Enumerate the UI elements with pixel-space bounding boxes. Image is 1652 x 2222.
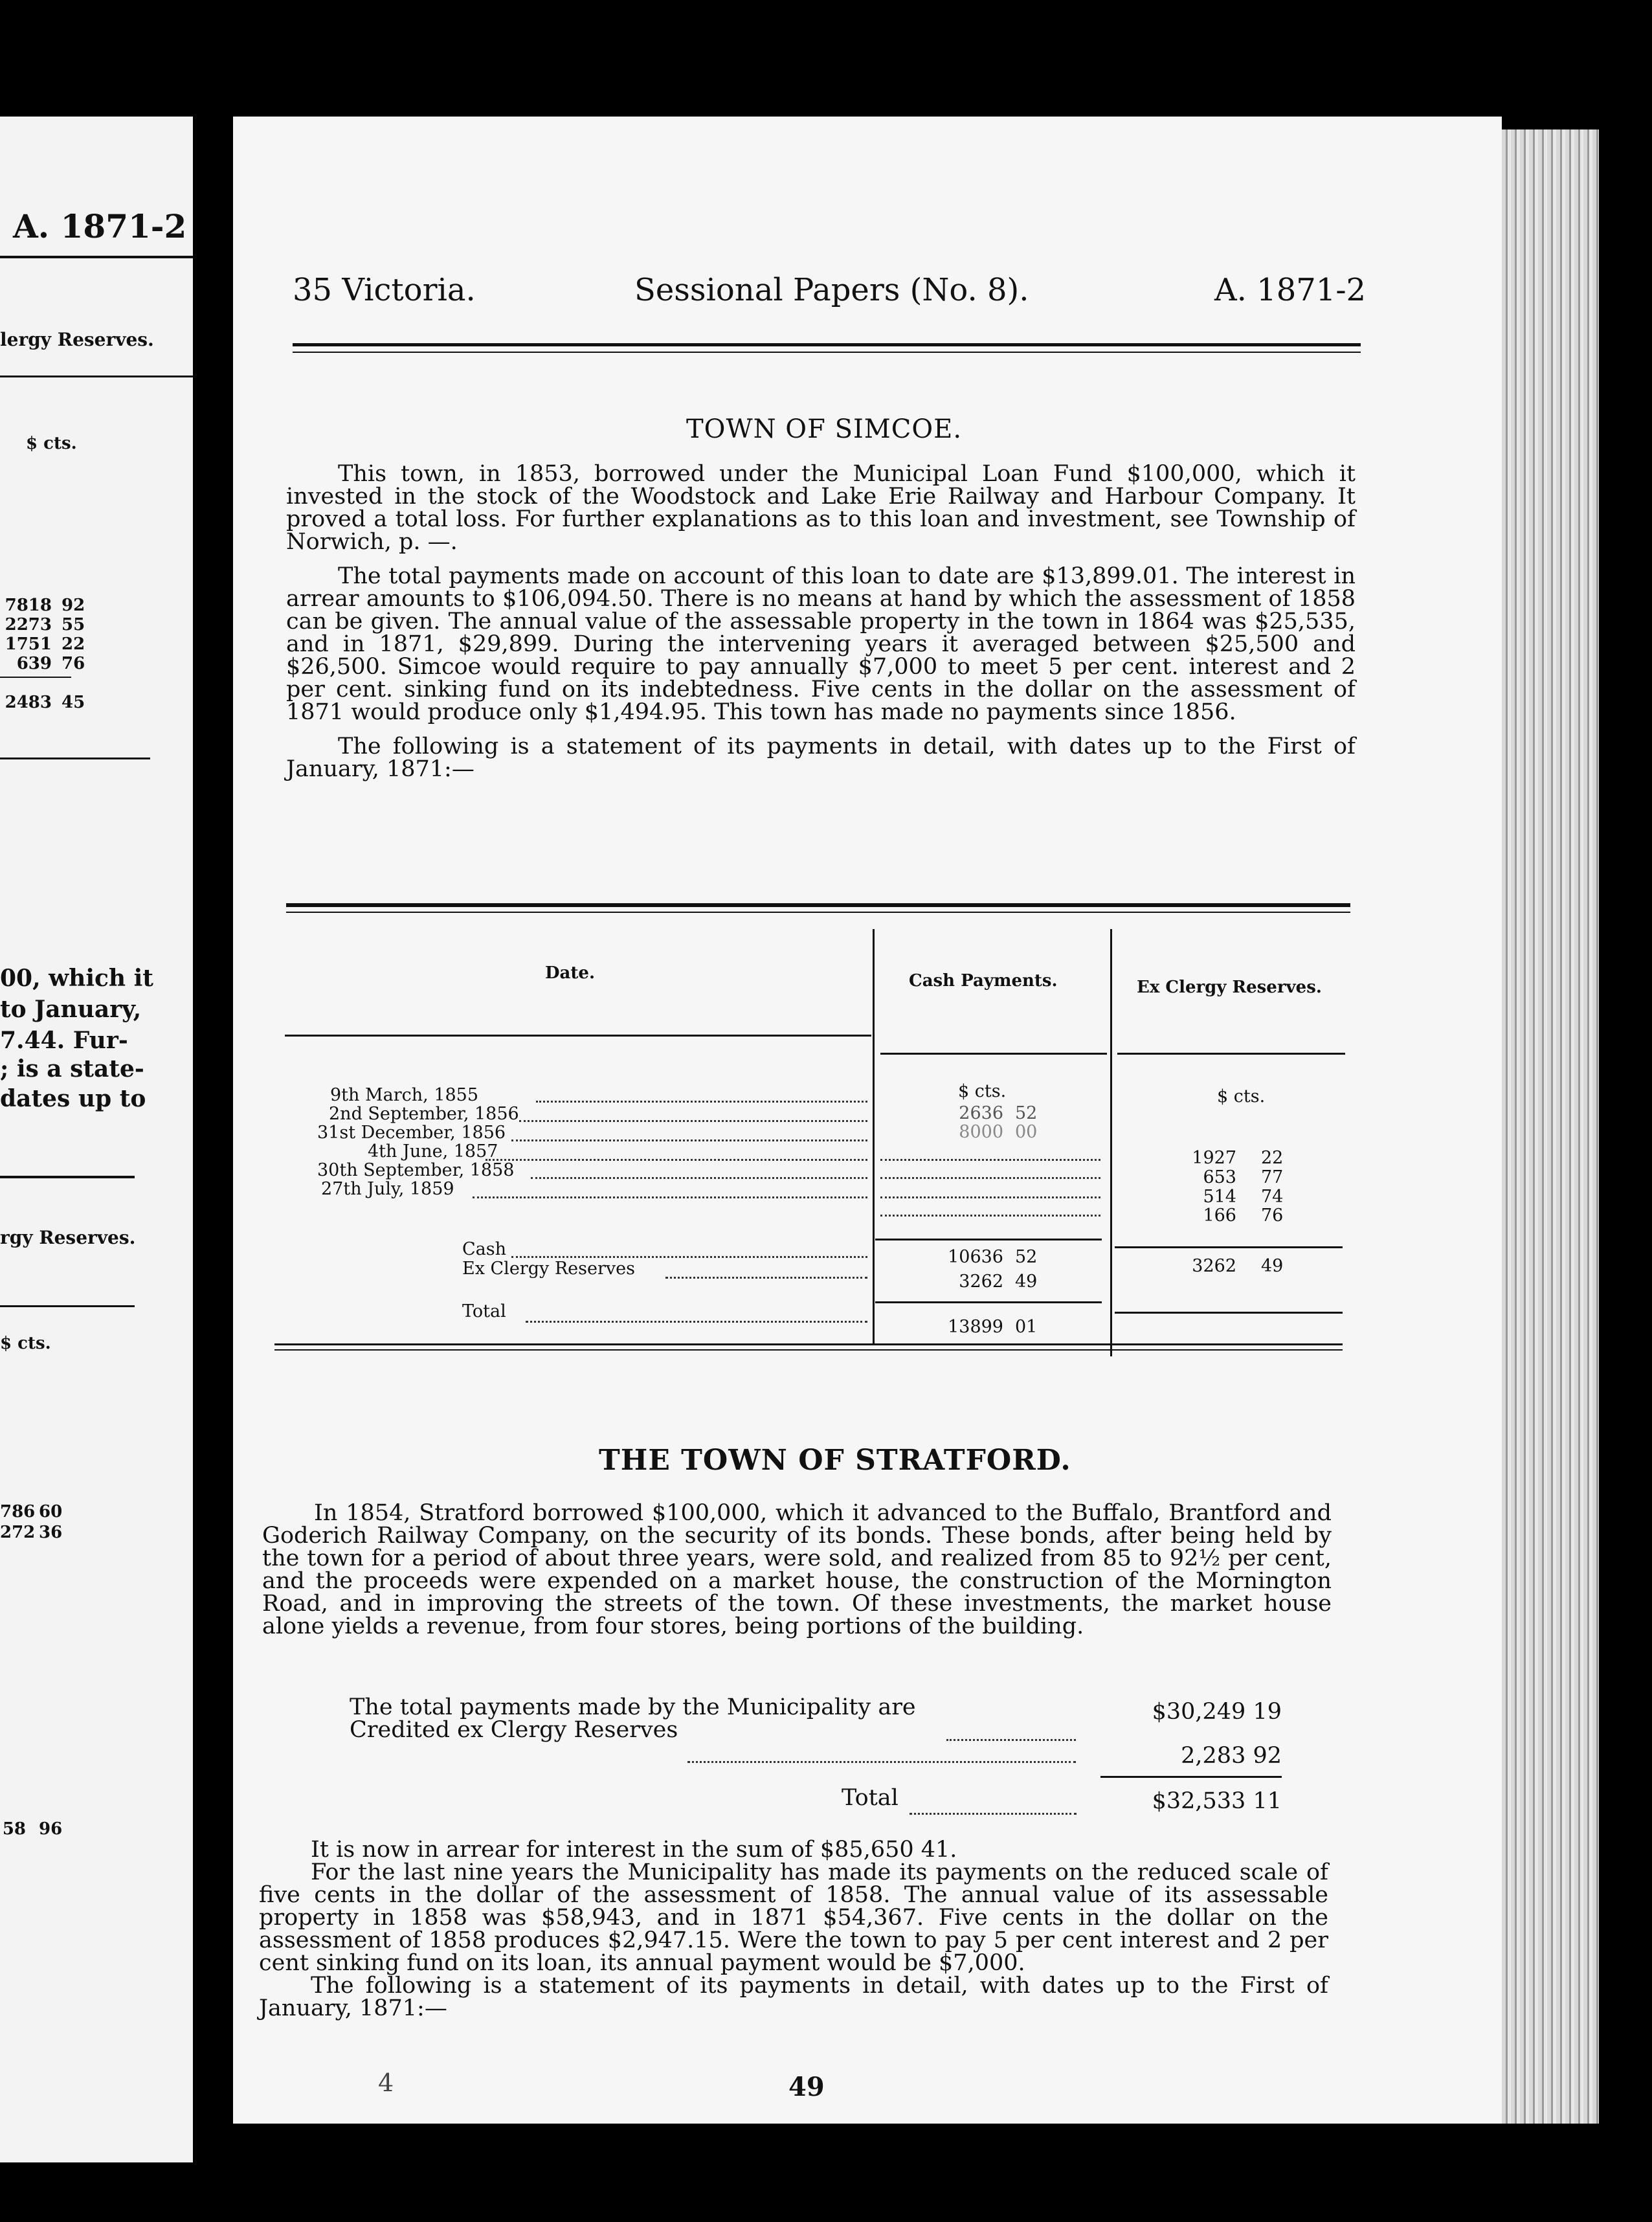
summary-cash-cents: 52 — [1015, 1247, 1038, 1267]
leader-dots — [910, 1813, 1077, 1815]
left-row-dollars: 7818 — [5, 596, 52, 615]
stratford-line2-label: Credited ex Clergy Reserves — [350, 1717, 678, 1743]
summary-clergy-cents: 49 — [1261, 1256, 1284, 1276]
left-row-dollars: 2273 — [5, 615, 52, 634]
header-rule-top — [293, 343, 1361, 346]
simcoe-text — [286, 463, 1356, 781]
simcoe-paragraph: The following is a statement of its payments in detail, with dates up to the First of January, 1871:— — [286, 734, 1356, 782]
total-rule — [875, 1301, 1102, 1303]
header-rule-bottom — [293, 352, 1361, 353]
table-bottom-rule — [274, 1343, 1343, 1345]
col-header-date: Date. — [545, 963, 595, 983]
sum-rule — [875, 1239, 1102, 1240]
stratford-text — [262, 1502, 1332, 1638]
header-left: 35 Victoria. — [293, 272, 476, 308]
header-rule — [1117, 1053, 1345, 1055]
table-top-rule-thin — [286, 912, 1350, 913]
section-title-stratford: THE TOWN OF STRATFORD. — [599, 1444, 1071, 1477]
left-row-cents: 22 — [61, 634, 85, 654]
left-units: $ cts. — [26, 434, 77, 453]
stratford-text-after — [259, 1839, 1328, 2020]
sum-rule — [1115, 1246, 1343, 1248]
cash-cents: 52 — [1015, 1103, 1038, 1123]
left-rule — [0, 758, 150, 759]
clergy-cents: 77 — [1261, 1167, 1284, 1187]
left-sum-rule — [0, 677, 71, 678]
left-total-cents: 45 — [61, 693, 85, 712]
leader-dots — [519, 1120, 867, 1122]
left-rule — [0, 1176, 135, 1178]
left-header-rule — [0, 256, 193, 258]
header-rule — [880, 1053, 1107, 1055]
clergy-dollars: 653 — [1203, 1167, 1236, 1187]
clergy-units: $ cts. — [1217, 1086, 1266, 1106]
clergy-dollars: 1927 — [1192, 1148, 1236, 1168]
clergy-cents: 22 — [1261, 1148, 1284, 1168]
stratford-paragraph: In 1854, Stratford borrowed $100,000, which it advanced to the Buffalo, Brantford and Goderich Railway Company, on the security of its bonds. These bonds, after being held by the town for a period of about three years, were sold, and realized from 85 to 92½ per cent, and the proceeds were expended on a market house, the construction of the Mornington Road, and in improving the streets of the town. Of these investments, the market house alone yields a revenue, from four stores, being portions of the building. — [262, 1500, 1332, 1639]
clergy-cents: 74 — [1261, 1187, 1284, 1207]
simcoe-paragraph: This town, in 1853, borrowed under the Municipal Loan Fund $100,000, which it invested in the stock of the Woodstock and Lake Erie Railway and Harbour Company. It proved a total loss. For further explanations as to this loan and investment, see Township of Norwich, p. —. — [286, 461, 1356, 555]
section-title-simcoe: TOWN OF SIMCOE. — [686, 414, 963, 444]
simcoe-paragraph: The total payments made on account of this loan to date are $13,899.01. The interest in arrear amounts to $106,094.50. There is no means at hand by which the assessment of 1858 can be given. The annual value of the assessable property in the town in 1864 was $25,535, and in 1871, $29,899. During the intervening years it averaged between $25,500 and $26,500. Simcoe would require to pay annually $7,000 to meet 5 per cent. interest and 2 per cent. sinking fund on its indebtedness. Five cents in the dollar on the assessment of 1871 would produce only $1,494.95. This town has made no payments since 1856. — [286, 563, 1356, 725]
left-line: dates up to — [0, 1085, 146, 1112]
leader-dots — [536, 1101, 867, 1103]
stratford-sum-rule — [1100, 1776, 1282, 1778]
clergy-cents: 76 — [1261, 1206, 1284, 1226]
summary-clergy-dollars: 3262 — [1192, 1256, 1236, 1276]
left-col-label-2: rgy Reserves. — [0, 1227, 136, 1248]
col-header-cash: Cash Payments. — [909, 971, 1058, 991]
leader-dots — [511, 1139, 867, 1141]
left-total2-cents: 96 — [39, 1819, 63, 1839]
clergy-dollars: 514 — [1203, 1187, 1236, 1207]
date-cell: 31st December, 1856 — [317, 1123, 506, 1143]
page-edge-stack — [1502, 129, 1599, 2124]
leader-dots — [880, 1177, 1100, 1179]
stratford-payments-line — [350, 1696, 1075, 1719]
total-cash-dollars: 13899 — [948, 1317, 1003, 1337]
summary-label: Cash — [462, 1239, 507, 1259]
header-rule — [285, 1035, 871, 1037]
leader-dots — [486, 1159, 867, 1161]
left-page-header: A. 1871-2 — [13, 207, 187, 245]
cash-dollars: 8000 — [959, 1122, 1003, 1142]
summary-cash-dollars: 3262 — [959, 1272, 1003, 1292]
table-col-divider — [1110, 929, 1112, 1356]
total-label: Total — [462, 1301, 506, 1321]
summary-cash-dollars: 10636 — [948, 1247, 1003, 1267]
leader-dots — [665, 1277, 867, 1279]
left-row2-dollars: 272 — [0, 1523, 36, 1542]
left-row-dollars: 639 — [16, 654, 52, 673]
stratford-paragraph: It is now in arrear for interest in the sum of $85,650 41. — [311, 1837, 957, 1863]
date-cell: 2nd September, 1856 — [329, 1104, 519, 1124]
left-col-label: lergy Reserves. — [0, 329, 154, 350]
table-bottom-rule-thin — [274, 1349, 1343, 1351]
left-units-2: $ cts. — [0, 1334, 51, 1353]
left-rule — [0, 376, 193, 377]
leader-dots — [531, 1177, 867, 1179]
left-line: 7.44. Fur- — [0, 1027, 128, 1054]
left-row-dollars: 1751 — [5, 634, 52, 654]
left-row-cents: 76 — [61, 654, 85, 673]
header-center: Sessional Papers (No. 8). — [634, 272, 1029, 308]
stratford-line2-value: 2,283 92 — [1181, 1743, 1282, 1769]
left-line: ; is a state- — [0, 1055, 144, 1083]
date-cell: 30th September, 1858 — [317, 1160, 515, 1180]
leader-dots — [511, 1256, 867, 1258]
left-row-cents: 92 — [61, 596, 85, 615]
left-total-dollars: 2483 — [5, 693, 52, 712]
clergy-dollars: 166 — [1203, 1206, 1236, 1226]
cash-dollars: 2636 — [959, 1103, 1003, 1123]
left-total2-dollars: 58 — [2, 1819, 26, 1839]
handwritten-mark: 4 — [378, 2069, 394, 2097]
leader-dots — [526, 1321, 867, 1323]
page-number: 49 — [788, 2072, 825, 2102]
left-row2-dollars: 786 — [0, 1502, 36, 1521]
total-cash-cents: 01 — [1015, 1317, 1038, 1337]
date-cell: 9th March, 1855 — [330, 1085, 479, 1105]
stratford-total-label: Total — [842, 1785, 899, 1811]
table-top-rule — [286, 903, 1350, 907]
left-row2-cents: 36 — [39, 1523, 63, 1542]
stratford-credited-line — [350, 1719, 997, 1742]
header-right: A. 1871-2 — [1214, 272, 1367, 308]
total-rule — [1115, 1312, 1343, 1314]
leader-dots — [473, 1196, 867, 1198]
left-line: 00, which it — [0, 965, 153, 992]
date-cell: 27th July, 1859 — [321, 1179, 454, 1199]
summary-label: Ex Clergy Reserves — [462, 1259, 635, 1279]
left-line: to January, — [0, 996, 142, 1023]
leader-dots — [687, 1761, 1076, 1763]
left-page-fragment — [0, 117, 193, 2162]
leader-dots — [880, 1196, 1100, 1198]
cash-units: $ cts. — [958, 1081, 1007, 1101]
stratford-paragraph: For the last nine years the Municipality has made its payments on the reduced scale of five cents in the dollar of the assessment of 1858. The annual value of its assessable property in 1858 was $58,943, and in 1871 $54,367. Five cents in the dollar on the assessment of 1858 produces $2,947.15. Were the town to pay 5 per cent interest and 2 per cent sinking fund on its loan, its annual payment would be $7,000. — [259, 1859, 1328, 1976]
leader-dots — [880, 1215, 1100, 1217]
left-row2-cents: 60 — [39, 1502, 63, 1521]
cash-cents: 00 — [1015, 1122, 1038, 1142]
stratford-line1-label: The total payments made by the Municipality are — [350, 1694, 916, 1720]
stratford-line1-value: $30,249 19 — [1152, 1699, 1282, 1725]
stratford-total-value: $32,533 11 — [1152, 1788, 1282, 1814]
table-col-divider — [873, 929, 875, 1343]
leader-dots — [880, 1159, 1100, 1161]
left-row-cents: 55 — [61, 615, 85, 634]
summary-cash-cents: 49 — [1015, 1272, 1038, 1292]
col-header-clergy: Ex Clergy Reserves. — [1137, 978, 1322, 997]
left-rule — [0, 1305, 135, 1307]
date-cell: 4th June, 1857 — [368, 1141, 498, 1162]
stratford-paragraph: The following is a statement of its payments in detail, with dates up to the First of January, 1871:— — [259, 1973, 1328, 2021]
